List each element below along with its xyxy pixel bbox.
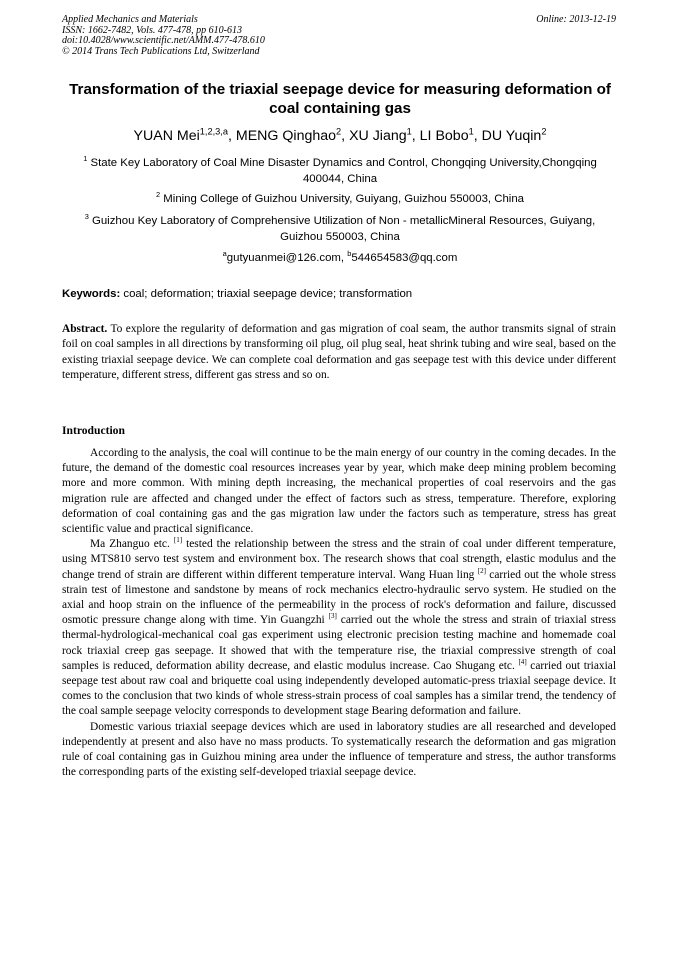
citation: [3] xyxy=(328,612,337,621)
affiliation-2: $^2$ Mining College of Guizhou University, Guiyang, Guizhou 550003, China xyxy=(156,190,524,205)
author-emails: $^a$gutyuanmei@126.com, $^b$544654583@qq.com xyxy=(222,249,458,264)
copyright-line: © 2014 Trans Tech Publications Ltd, Switzerland xyxy=(62,45,260,57)
email-a: gutyuanmei@126.com, xyxy=(226,252,348,264)
keywords-label: Keywords: xyxy=(62,288,121,300)
introduction-body xyxy=(62,446,616,780)
author: DU Yuqin$^2$ xyxy=(481,126,547,144)
journal-name: Applied Mechanics and Materials xyxy=(62,14,198,25)
author: XU Jiang$^1$, xyxy=(349,126,420,144)
citation: [2] xyxy=(477,566,486,575)
citation: [4] xyxy=(518,658,527,667)
author: YUAN Mei$^{1,2,3,a}$, xyxy=(133,126,236,144)
author: MENG Qinghao$^2$, xyxy=(235,126,350,144)
author-list xyxy=(40,127,640,145)
author: LI Bobo$^1$, xyxy=(419,126,482,144)
paragraph: Ma Zhanguo etc. [1] tested the relationship between the stress and the strain of coal under different temperature, using MTS810 servo test system and environment box. The research shows that coal strength, elastic modulus and the change trend of strain are different within different temperature interval. Wang Huan ling [2] carried out the whole stress strain test of limestone and sandstone by means of rock mechanics electro-hydraulic servo system. He studied on the axial and hoop strain on the influence of the permeability in the process of rock's deformation and failure, discussed osmotic pressure change along with time. Yin Guangzhi [3] carried out the whole the stress and strain of triaxial stress thermal-hydrological-mechanical coal gas experiment using electronic precision testing machine and homemade coal rock triaxial creep gas seepage. It showed that with the temperature rise, the triaxial compressive strength of coal samples is reduced, deformation ability decrease, and elastic modulus increase. Cao Shugang etc. [4] carried out triaxial seepage test about raw coal and briquette coal using independently developed automatic-press triaxial seepage device. It comes to the conclusion that two kinds of whole stress-strain process of coal samples has a similar trend, the tendency of the coal sample seepage velocity corresponds to development stage Bearing deformation and failure. xyxy=(62,536,616,718)
paragraph: Domestic various triaxial seepage devices which are used in laboratory studies are all researched and developed independently at present and also have no mass products. To systematically research the deformation and gas migration rule of coal containing gas in Guizhou mining area under the influence of temperature and stress, the author transforms the corresponding parts of the existing self-developed triaxial seepage device. xyxy=(62,720,616,779)
keywords xyxy=(62,287,617,301)
affiliation-3: $^3$ Guizhou Key Laboratory of Comprehensive Utilization of Non - metallicMineral Resources, Guiyang, Guizhou 550003, China xyxy=(84,212,596,243)
citation: [1] xyxy=(173,536,183,545)
issn-line: ISSN: 1662-7482, Vols. 477-478, pp 610-613 xyxy=(62,24,242,36)
section-title: Introduction xyxy=(62,424,125,437)
keywords-text: coal; deformation; triaxial seepage device; transformation xyxy=(120,288,413,300)
abstract xyxy=(62,322,616,383)
doi-line: doi:10.4028/www.scientific.net/AMM.477-478.610 xyxy=(62,35,265,47)
paper-title: Transformation of the triaxial seepage device for measuring deformation of coal containing gas xyxy=(69,81,611,117)
abstract-label: Abstract. xyxy=(62,323,108,335)
abstract-text: To explore the regularity of deformation and gas migration of coal seam, the author transmits signal of strain foil on coal samples in all directions by transforming oil plug, oil plug seal, heat shrink tubing and wire seal, based on the existing triaxial seepage device. We can complete coal deformation and gas seepage test with this device under different temperature, different stress, different gas stress and so on. xyxy=(62,323,616,382)
email-b: 544654583@qq.com xyxy=(351,252,458,264)
online-date: Online: 2013-12-19 xyxy=(536,14,616,25)
affiliation-1: $^1$ State Key Laboratory of Coal Mine Disaster Dynamics and Control, Chongqing University,Chongqing 400044, China xyxy=(83,154,597,185)
paragraph: According to the analysis, the coal will continue to be the main energy of our country in the coming decades. In the future, the demand of the domestic coal resources increases year by year, which make deep mining problem becoming more and more common. With mining depth increasing, the mechanical properties of coal reservoirs and the gas migration rule are affected and changed under the effect of factors such as stress, temperature. Therefore, exploring deformation of coal containing gas and the gas migration law under the factors such as temperature, stress has great scientific value and practical significance. xyxy=(62,447,616,536)
journal-header xyxy=(62,15,616,57)
